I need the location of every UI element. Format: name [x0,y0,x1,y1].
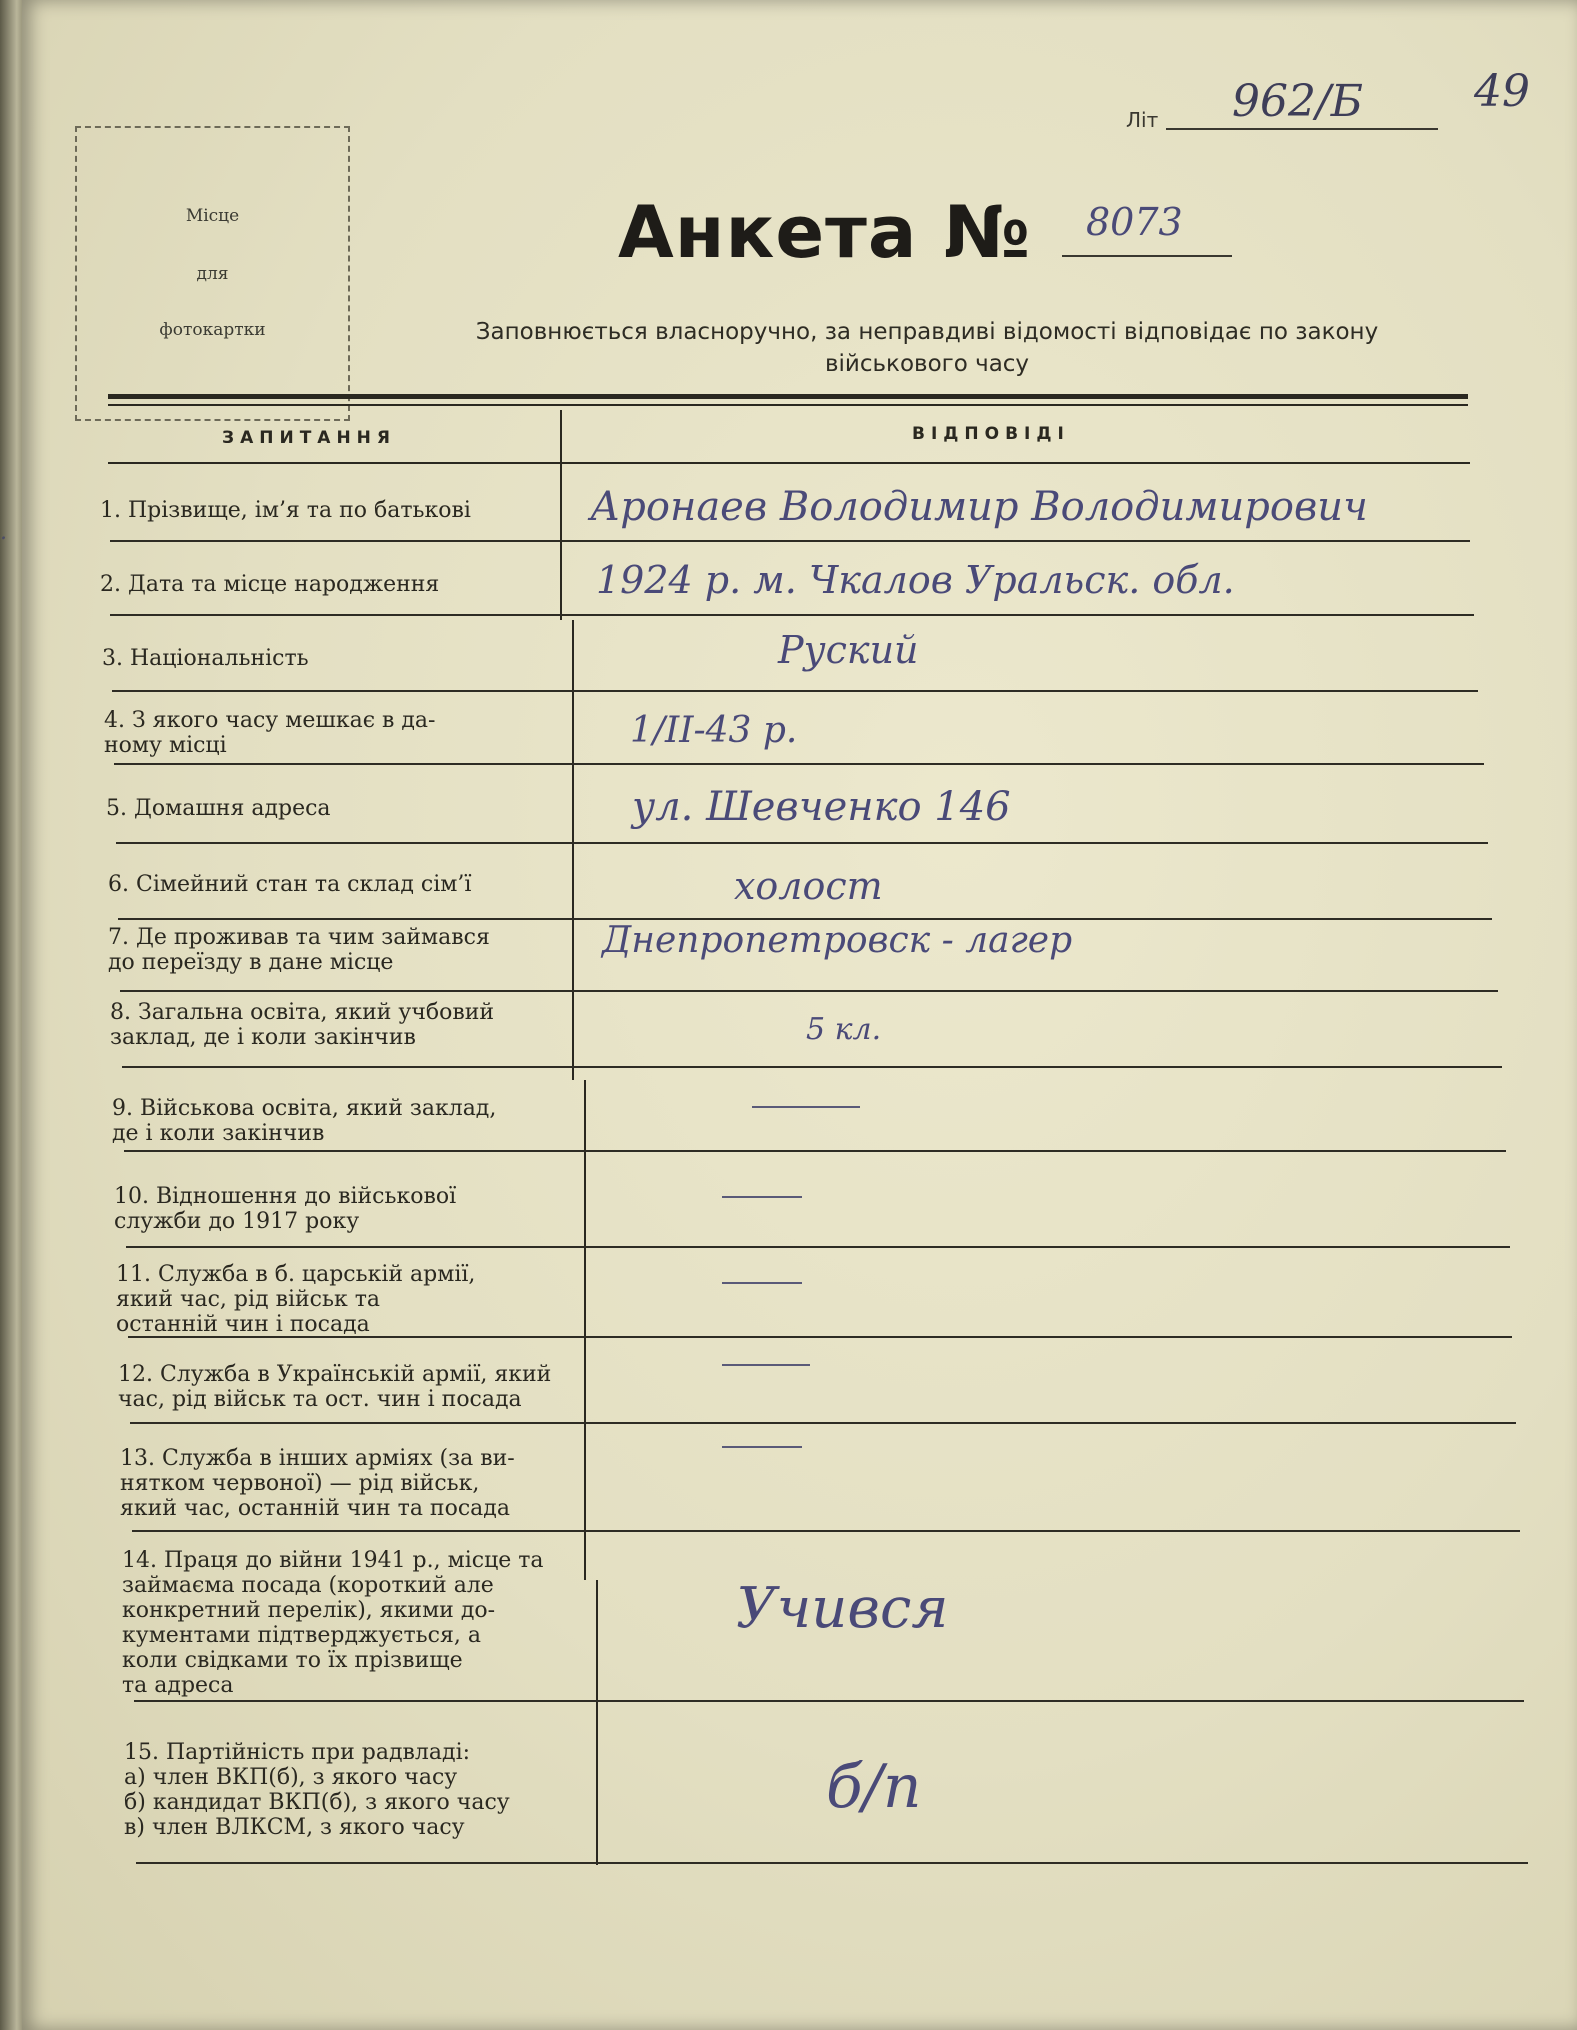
row-divider [124,1150,1506,1152]
page-title: Анкета № [618,190,1032,274]
lit-label: Літ [1126,108,1159,132]
question-8: 8. Загальна освіта, який учбовий заклад, де і коли закінчив [110,1000,495,1050]
question-1: 1. Прізвище, ім’я та по батькові [100,498,471,523]
answer-11-dash [722,1282,802,1284]
row-divider [110,614,1474,616]
answer-5: ул. Шевченко 146 [632,784,1011,830]
question-11: 11. Служба в б. царській армії, який час, рід військ та останній чин і посада [116,1262,476,1337]
answer-9-dash [752,1106,860,1108]
answer-1: Аронаев Володимир Володимирович [590,484,1368,530]
answer-2: 1924 р. м. Чкалов Уральск. обл. [596,558,1235,602]
answer-8: 5 кл. [806,1012,882,1047]
row-divider [126,1246,1510,1248]
subtitle [392,316,1462,380]
answer-7: Днепропетровск - лагер [602,920,1073,961]
lit-underline [1166,128,1438,130]
page-number: 49 [1474,66,1530,117]
photo-placeholder [75,126,350,421]
margin-mark: . [0,520,7,545]
row-divider [116,842,1488,844]
question-6: 6. Сімейний стан та склад сім’ї [108,872,472,897]
question-13: 13. Служба в інших арміях (за ви- нятком червоної) — рід військ, який час, останній чин та посада [120,1446,515,1521]
title-underline [1062,255,1232,257]
question-2: 2. Дата та місце народження [100,572,440,597]
question-7: 7. Де проживав та чим займався до переїзду в дане місце [108,925,490,975]
lit-value: 962/Б [1232,76,1364,127]
answer-3: Руский [778,628,919,672]
column-divider [596,1580,598,1865]
answer-15: б/п [826,1752,922,1822]
question-9: 9. Військова освіта, який заклад, де і коли закінчив [112,1096,497,1146]
row-divider [120,990,1498,992]
photo-label-1: Місце [185,206,240,226]
row-divider [130,1422,1516,1424]
row-divider [114,763,1484,765]
column-divider [572,620,574,1080]
header-rule-thin [108,404,1468,406]
answer-6: холост [734,864,883,908]
question-5: 5. Домашня адреса [106,796,331,821]
column-header-questions: ЗАПИТАННЯ [222,428,396,448]
answer-13-dash [722,1446,802,1448]
row-divider [110,540,1470,542]
column-header-answers: ВІДПОВІДІ [912,424,1070,444]
answer-10-dash [722,1196,802,1198]
photo-label-3: фотокартки [159,320,266,340]
question-15: 15. Партійність при радвладі: а) член ВКП(б), з якого часу б) кандидат ВКП(б), з якого часу в) член ВЛКСМ, з якого часу [124,1740,510,1840]
row-divider [136,1862,1528,1864]
subtitle-line-1: Заповнюється власноручно, за неправдиві відомості відповідає по закону [475,319,1379,345]
answer-12-dash [722,1364,810,1366]
row-divider [112,690,1478,692]
question-4: 4. З якого часу мешкає в да- ному місці [104,708,436,758]
form-sheet [22,0,1577,2030]
question-12: 12. Служба в Українській армії, який час, рід військ та ост. чин і посада [118,1362,552,1412]
form-number: 8073 [1086,200,1183,244]
column-divider [560,410,562,620]
question-14: 14. Праця до війни 1941 р., місце та займаєма посада (короткий але конкретний перелік), якими до- кументами підтверджується, а коли свідками то їх прізвище та адреса [122,1548,544,1698]
row-divider [134,1700,1524,1702]
photo-label-2: для [196,264,229,284]
row-divider [132,1530,1520,1532]
subtitle-line-2: військового часу [824,351,1030,377]
question-3: 3. Національність [102,646,309,671]
column-divider [584,1080,586,1580]
answer-14: Учився [736,1576,949,1641]
question-10: 10. Відношення до військової служби до 1917 року [114,1184,457,1234]
column-header-rule [108,462,1470,464]
row-divider [122,1066,1502,1068]
header-rule [108,394,1468,399]
answer-4: 1/II-43 р. [630,710,798,751]
